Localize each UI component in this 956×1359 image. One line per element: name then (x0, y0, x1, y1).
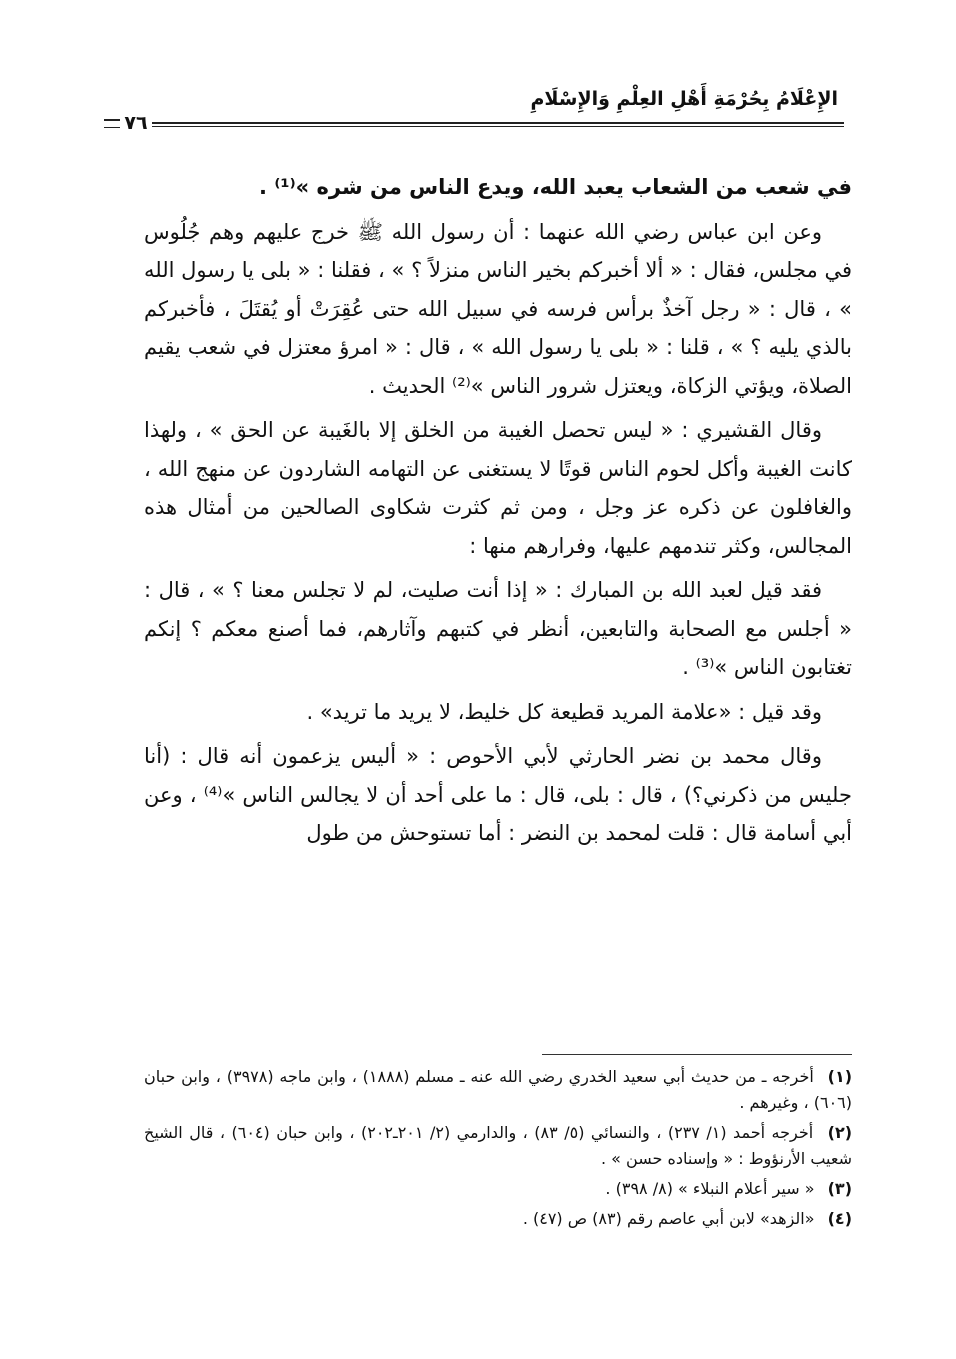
footnote (144, 1176, 852, 1202)
footnote (144, 1206, 852, 1232)
footnote-text: أخرجه ـ من حديث أبي سعيد الخدري رضي الله عنه ـ مسلم (١٨٨٨) ، وابن ماجه (٣٩٧٨) ، وابن حبان (٦٠٦) ، وغيرهم . (144, 1067, 852, 1112)
running-title: الإِعْلَامُ بِحُرْمَةِ أَهْلِ العِلْمِ وَالإِسْلَامِ (530, 88, 838, 110)
footnote-text: أخرجه أحمد (١/ ٢٣٧) ، والنسائي (٥/ ٨٣) ، والدارمي (٢/ ٢٠١ـ٢٠٢) ، وابن حبان (٦٠٤) ، قال الشيخ شعيب الأرنؤوط : « وإسناده حسن » . (144, 1123, 852, 1168)
footnote-rule (542, 1054, 852, 1055)
footnote-number: (٤) (827, 1209, 852, 1228)
footnote (144, 1120, 852, 1172)
footnote-text: «الزهد» لابن أبي عاصم رقم (٨٣) ص (٤٧) . (522, 1209, 815, 1228)
paragraph: وعن ابن عباس رضي الله عنهما : أن رسول الله ﷺ خرج عليهم وهم جُلُوس في مجلس، فقال : « ألا أخبركم بخير الناس منزلاً ؟ » ، فقلنا : « بلى يا رسول الله » ، قال : « رجل آخذٌ برأس فرسه في سبيل الله حتى عُقِرَتْ أو يُقتَلَ ، فأخبركم بالذي يليه ؟ » ، قلنا : « بلى يا رسول الله » ، قال : « امرؤ معتزل في شعب يقيم الصلاة، ويؤتي الزكاة، ويعتزل شرور الناس »⁽²⁾ الحديث . (144, 219, 852, 398)
footnote-text: « سير أعلام النبلاء » (٨/ ٣٩٨) . (605, 1179, 815, 1198)
footnote-number: (٢) (827, 1123, 853, 1142)
footnote (144, 1064, 852, 1116)
header-rule (152, 122, 844, 127)
paragraph: فقد قيل لعبد الله بن المبارك : « إذا أنت صليت، لم لا تجلس معنا ؟ » ، قال : « أجلس مع الصحابة والتابعين، أنظر في كتبهم وآثارهم، فما أصنع معكم ؟ إنكم تغتابون الناس »⁽³⁾ . (144, 578, 852, 679)
page-number: ٧٦ (124, 112, 148, 134)
main-text (144, 168, 852, 859)
paragraph: وقال القشيري : « ليس تحصل الغيبة من الخلق إلا بالغَيبة عن الحق » ، ولهذا كانت الغيبة وأكل لحوم الناس قوتًا لا يستغنى عن التهامه الشاردون عن منهج الله ، والغافلون عن ذكره عز وجل ، ومن ثم كثرت شكاوى الصالحين من أمثال هذه المجالس، وكثر تندمهم عليها، وفرارهم منها : (144, 418, 852, 558)
paragraph: وقال محمد بن نضر الحارثي لأبي الأحوص : « أليس يزعمون أنه قال : (أنا جليس من ذكرني؟) ، قال : بلى، قال : ما على أحد أن لا يجالس الناس »⁽⁴⁾ ، وعن أبي أسامة قال : قلت لمحمد بن النضر : أما تستوحش من طول (144, 744, 852, 845)
page-number-bars (104, 119, 120, 128)
paragraph: في شعب من الشعاب يعبد الله، ويدع الناس من شره »⁽¹⁾ . (259, 175, 852, 199)
footnote-number: (٣) (827, 1179, 852, 1198)
page-number-block (100, 112, 152, 134)
footnote-number: (١) (827, 1067, 853, 1086)
paragraph: وقد قيل : «علامة المريد قطيعة كل خليط، لا يريد ما تريد» . (306, 699, 822, 724)
footnotes (144, 1064, 852, 1236)
